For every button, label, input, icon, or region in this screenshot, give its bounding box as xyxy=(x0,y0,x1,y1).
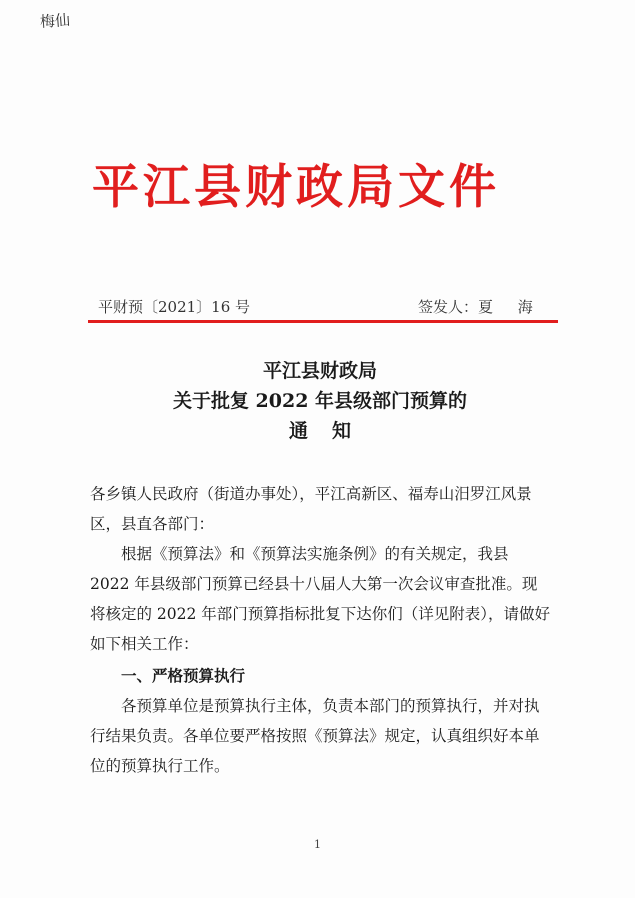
notice-title xyxy=(90,356,550,446)
header-red-rule xyxy=(88,320,558,323)
notice-title-line-3: 通知 xyxy=(288,420,375,442)
section-1-paragraph: 各预算单位是预算执行主体，负责本部门的预算执行，并对执行结果负责。各单位要严格按照《预算法》规定，认真组织好本单位的预算执行工作。 xyxy=(90,697,540,775)
document-body xyxy=(90,479,552,781)
signatory xyxy=(418,296,543,317)
notice-title-line-2: 关于批复 2022 年县级部门预算的 xyxy=(172,390,468,412)
notice-title-line-1: 平江县财政局 xyxy=(262,360,377,382)
paragraph-1: 根据《预算法》和《预算法实施条例》的有关规定，我县 2022 年县级部门预算已经县十八届人大第一次会议审查批准。现将核定的 2022 年部门预算指标批复下达你们（详见附表），请做好如下相关工作： xyxy=(90,545,551,653)
document-header-title: 平江县财政局文件 xyxy=(92,160,500,215)
section-heading-1: 一、严格预算执行 xyxy=(121,666,246,685)
page-number: 1 xyxy=(314,838,321,851)
document-number: 平财预〔2021〕16 号 xyxy=(98,298,251,316)
signatory-name: 夏 海 xyxy=(478,298,543,316)
signatory-label: 签发人： xyxy=(418,298,479,316)
addressees: 各乡镇人民政府（街道办事处），平江高新区、福寿山汨罗江风景区，县直各部门： xyxy=(90,485,532,533)
handwritten-annotation: 梅仙 xyxy=(39,10,71,32)
